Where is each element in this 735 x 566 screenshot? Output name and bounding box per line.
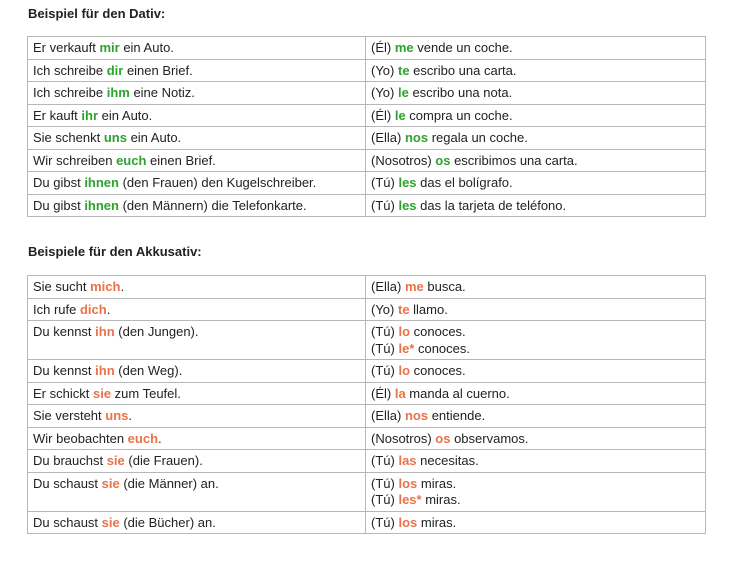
german-sentence	[28, 104, 366, 127]
german-pronoun: dich	[79, 301, 107, 317]
spanish-text: das la tarjeta de teléfono.	[416, 197, 567, 213]
german-text: (den Frauen) den Kugelschreiber.	[118, 175, 317, 190]
german-sentence	[28, 172, 366, 195]
german-text: (die Frauen).	[124, 453, 203, 468]
spanish-text: (Tú)	[371, 197, 399, 213]
table-row	[28, 276, 706, 299]
german-sentence	[28, 450, 366, 473]
german-text: Er kauft	[33, 107, 82, 123]
spanish-pronoun: le	[394, 107, 406, 123]
spanish-pronoun: los	[398, 475, 418, 491]
spanish-text: das el bolígrafo.	[416, 175, 513, 190]
german-sentence	[28, 472, 366, 511]
spanish-pronoun: la	[394, 385, 406, 401]
spanish-pronoun: les	[398, 197, 417, 213]
german-text: ein Auto.	[98, 107, 153, 123]
german-text: Ich schreibe	[33, 62, 107, 78]
spanish-sentence	[366, 298, 706, 321]
spanish-text: observamos.	[450, 430, 529, 446]
spanish-line	[371, 153, 700, 170]
german-pronoun: ihn	[95, 324, 115, 339]
table-row	[28, 104, 706, 127]
table-row	[28, 298, 706, 321]
spanish-text: (Él)	[371, 40, 395, 55]
spanish-sentence	[366, 37, 706, 60]
spanish-text: (Tú)	[371, 340, 399, 356]
spanish-line	[371, 198, 700, 215]
german-pronoun: sie	[101, 514, 120, 530]
spanish-line	[371, 108, 700, 125]
spanish-text: (Yo)	[371, 62, 398, 78]
spanish-pronoun: me	[394, 40, 414, 55]
german-text: (den Jungen).	[114, 324, 199, 339]
spanish-text: conoces.	[414, 340, 471, 356]
german-pronoun: sie	[106, 453, 125, 468]
german-pronoun: sie	[101, 475, 120, 491]
spanish-text: miras.	[421, 492, 461, 507]
table-row	[28, 382, 706, 405]
spanish-line	[371, 431, 700, 448]
spanish-sentence	[366, 194, 706, 217]
spanish-line	[371, 40, 700, 57]
german-sentence	[28, 427, 366, 450]
german-text: ein Auto.	[126, 130, 182, 145]
german-sentence	[28, 276, 366, 299]
german-text: Sie sucht	[33, 279, 91, 294]
german-text: Sie schenkt	[33, 130, 104, 145]
spanish-text: escribo una carta.	[409, 62, 517, 78]
spanish-pronoun: le	[397, 85, 409, 100]
german-sentence	[28, 360, 366, 383]
german-pronoun: ihnen	[84, 175, 119, 190]
spanish-line	[371, 408, 700, 425]
spanish-line	[371, 363, 700, 380]
german-text: zum Teufel.	[111, 385, 181, 401]
german-text: Wir schreiben	[33, 152, 117, 168]
table-row	[28, 511, 706, 534]
german-pronoun: mir	[99, 40, 120, 55]
dativ-heading: Beispiel für den Dativ:	[28, 6, 166, 21]
spanish-text: compra un coche.	[405, 107, 513, 123]
german-text: .	[120, 279, 125, 294]
german-text: Ich rufe	[33, 301, 80, 317]
spanish-pronoun: nos	[404, 130, 429, 145]
spanish-text: escribimos una carta.	[450, 152, 578, 168]
german-text: Ich schreibe	[33, 85, 107, 100]
spanish-pronoun: me	[404, 279, 424, 294]
spanish-pronoun: os	[435, 152, 451, 168]
spanish-text: (Él)	[371, 107, 395, 123]
spanish-sentence	[366, 450, 706, 473]
spanish-text: llamo.	[409, 301, 448, 317]
german-text: einen Brief.	[123, 62, 193, 78]
german-pronoun: sie	[92, 385, 112, 401]
german-pronoun: ihnen	[84, 197, 119, 213]
spanish-text: (Tú)	[371, 324, 399, 339]
table-row	[28, 149, 706, 172]
spanish-line	[371, 515, 700, 532]
table-row	[28, 127, 706, 150]
spanish-text: necesitas.	[416, 453, 479, 468]
spanish-sentence	[366, 82, 706, 105]
spanish-pronoun: las	[398, 453, 417, 468]
table-row	[28, 59, 706, 82]
spanish-line	[371, 341, 700, 358]
spanish-text: (Tú)	[371, 453, 399, 468]
spanish-sentence	[366, 172, 706, 195]
table-row	[28, 405, 706, 428]
spanish-sentence	[366, 149, 706, 172]
spanish-sentence	[366, 59, 706, 82]
spanish-pronoun: les	[398, 175, 417, 190]
spanish-text: manda al cuerno.	[405, 385, 510, 401]
german-text: (die Bücher) an.	[119, 514, 216, 530]
german-text: Sie versteht	[33, 408, 106, 423]
german-sentence	[28, 127, 366, 150]
german-text: eine Notiz.	[129, 85, 195, 100]
german-text: Du schaust	[33, 475, 102, 491]
spanish-text: miras.	[417, 475, 457, 491]
spanish-pronoun: les*	[398, 492, 422, 507]
german-sentence	[28, 37, 366, 60]
dativ-table	[27, 36, 706, 217]
german-pronoun: mich	[90, 279, 121, 294]
spanish-text: conoces.	[410, 324, 466, 339]
german-sentence	[28, 405, 366, 428]
spanish-line	[371, 492, 700, 509]
spanish-pronoun: te	[397, 62, 410, 78]
table-row	[28, 37, 706, 60]
german-text: .	[158, 430, 162, 446]
spanish-text: (Tú)	[371, 514, 399, 530]
spanish-line	[371, 386, 700, 403]
spanish-sentence	[366, 405, 706, 428]
spanish-text: (Tú)	[371, 475, 399, 491]
spanish-pronoun: los	[398, 514, 418, 530]
spanish-pronoun: nos	[404, 408, 429, 423]
german-text: einen Brief.	[146, 152, 216, 168]
spanish-pronoun: le*	[398, 340, 415, 356]
spanish-line	[371, 324, 700, 341]
german-sentence	[28, 321, 366, 360]
table-row	[28, 82, 706, 105]
german-text: Du gibst	[33, 197, 85, 213]
german-text: Du schaust	[33, 514, 102, 530]
german-text: ein Auto.	[119, 40, 174, 55]
table-row	[28, 427, 706, 450]
table-row	[28, 360, 706, 383]
spanish-text: (Nosotros)	[371, 430, 436, 446]
spanish-text: entiende.	[428, 408, 486, 423]
table-row	[28, 472, 706, 511]
german-text: Du kennst	[33, 324, 96, 339]
spanish-text: (Yo)	[371, 85, 398, 100]
spanish-pronoun: lo	[398, 363, 411, 378]
german-text: (die Männer) an.	[119, 475, 219, 491]
spanish-text: (Nosotros)	[371, 152, 436, 168]
german-text: .	[128, 408, 133, 423]
akkusativ-heading: Beispiele für den Akkusativ:	[28, 244, 202, 259]
spanish-sentence	[366, 276, 706, 299]
german-pronoun: dir	[106, 62, 124, 78]
spanish-line	[371, 279, 700, 296]
spanish-line	[371, 85, 700, 102]
spanish-text: vende un coche.	[413, 40, 513, 55]
german-text: Du brauchst	[33, 453, 107, 468]
german-sentence	[28, 149, 366, 172]
spanish-text: (Él)	[371, 385, 395, 401]
german-sentence	[28, 298, 366, 321]
german-sentence	[28, 82, 366, 105]
german-pronoun: ihn	[95, 363, 115, 378]
german-sentence	[28, 194, 366, 217]
spanish-text: miras.	[417, 514, 457, 530]
table-row	[28, 321, 706, 360]
german-text: Du gibst	[33, 175, 85, 190]
german-pronoun: euch	[116, 152, 147, 168]
german-sentence	[28, 59, 366, 82]
german-text: Er schickt	[33, 385, 93, 401]
table-row	[28, 450, 706, 473]
spanish-sentence	[366, 360, 706, 383]
spanish-pronoun: lo	[398, 324, 411, 339]
spanish-text: conoces.	[410, 363, 466, 378]
spanish-line	[371, 302, 700, 319]
spanish-text: busca.	[423, 279, 466, 294]
german-pronoun: uns	[103, 130, 127, 145]
spanish-line	[371, 476, 700, 493]
spanish-sentence	[366, 321, 706, 360]
spanish-text: (Tú)	[371, 363, 399, 378]
spanish-sentence	[366, 511, 706, 534]
spanish-text: regala un coche.	[428, 130, 528, 145]
german-text: Wir beobachten	[33, 430, 128, 446]
spanish-text: (Ella)	[371, 279, 405, 294]
spanish-text: (Tú)	[371, 492, 399, 507]
spanish-pronoun: te	[397, 301, 410, 317]
german-text: .	[106, 301, 111, 317]
german-sentence	[28, 511, 366, 534]
spanish-sentence	[366, 427, 706, 450]
spanish-line	[371, 453, 700, 470]
german-pronoun: euch	[127, 430, 159, 446]
german-pronoun: ihm	[106, 85, 130, 100]
spanish-sentence	[366, 382, 706, 405]
german-sentence	[28, 382, 366, 405]
german-text: (den Männern) die Telefonkarte.	[118, 197, 307, 213]
german-text: Du kennst	[33, 363, 96, 378]
akkusativ-table	[27, 275, 706, 534]
table-row	[28, 194, 706, 217]
spanish-sentence	[366, 104, 706, 127]
spanish-line	[371, 130, 700, 147]
spanish-line	[371, 63, 700, 80]
table-row	[28, 172, 706, 195]
spanish-text: (Ella)	[371, 408, 405, 423]
spanish-line	[371, 175, 700, 192]
spanish-text: (Tú)	[371, 175, 399, 190]
spanish-text: (Yo)	[371, 301, 398, 317]
spanish-pronoun: os	[435, 430, 451, 446]
spanish-sentence	[366, 127, 706, 150]
spanish-text: (Ella)	[371, 130, 405, 145]
german-pronoun: ihr	[81, 107, 99, 123]
spanish-sentence	[366, 472, 706, 511]
german-text: Er verkauft	[33, 40, 100, 55]
spanish-text: escribo una nota.	[408, 85, 513, 100]
german-pronoun: uns	[105, 408, 129, 423]
german-text: (den Weg).	[114, 363, 183, 378]
